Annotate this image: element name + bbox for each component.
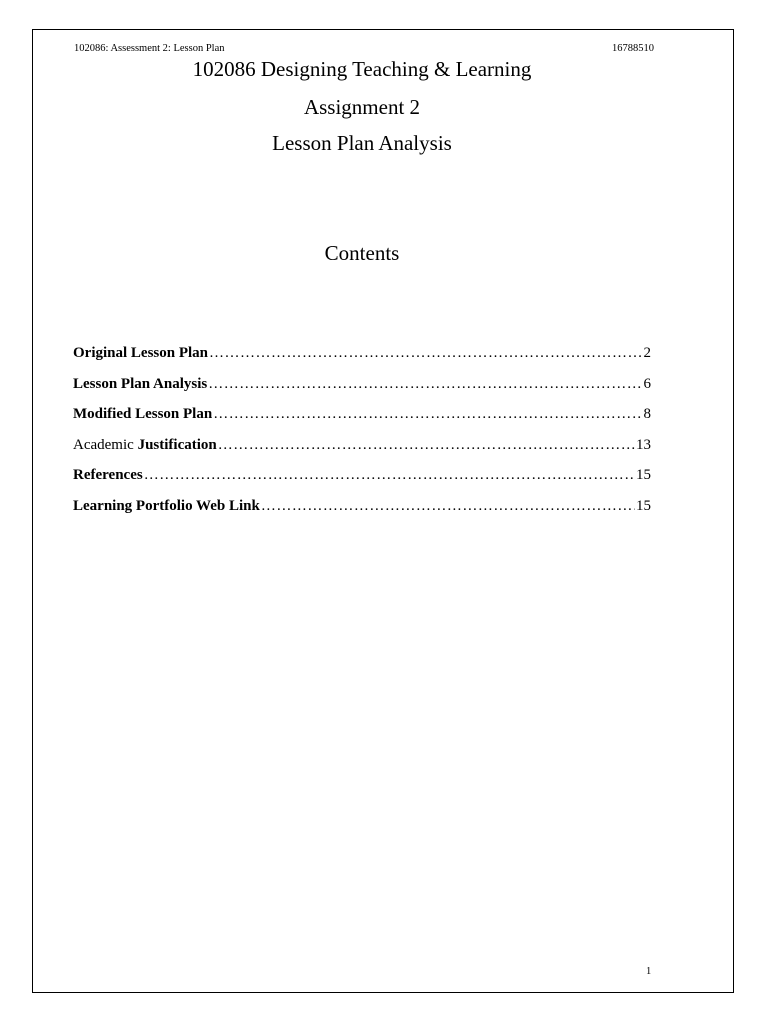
page-number: 1 [646, 966, 652, 977]
toc-entry-page: 13 [636, 436, 651, 453]
toc-entry-academic-justification[interactable] [73, 437, 651, 468]
toc-entry-page: 8 [643, 406, 651, 422]
document-subtitle: Lesson Plan Analysis [272, 131, 452, 155]
toc-entry-page: 15 [636, 467, 651, 483]
toc-leader-dots [261, 498, 635, 515]
contents-heading: Contents [324, 241, 400, 265]
assignment-title: Assignment 2 [303, 95, 421, 119]
toc-entry-original-lesson-plan[interactable] [73, 345, 651, 376]
toc-entry-page: 2 [643, 345, 651, 361]
running-header-title: 102086: Assessment 2: Lesson Plan [74, 43, 225, 54]
running-header-student-id: 16788510 [612, 43, 654, 54]
toc-entry-label: Learning Portfolio Web Link [73, 497, 260, 514]
table-of-contents [73, 345, 651, 528]
toc-entry-label-bold: Justification [137, 436, 217, 453]
toc-entry-label: Lesson Plan Analysis [73, 375, 208, 392]
toc-entry-label [73, 437, 217, 454]
toc-entry-label: Modified Lesson Plan [73, 406, 213, 422]
toc-entry-modified-lesson-plan[interactable] [73, 406, 651, 437]
toc-leader-dots [208, 376, 642, 393]
toc-entry-label: Original Lesson Plan [73, 345, 209, 361]
toc-leader-dots [218, 437, 635, 454]
toc-entry-label: References [73, 467, 143, 483]
toc-entry-learning-portfolio-web-link[interactable] [73, 498, 651, 529]
toc-leader-dots [209, 345, 642, 362]
toc-entry-page: 6 [643, 375, 651, 392]
document-title: 102086 Designing Teaching & Learning [192, 57, 532, 81]
toc-entry-lesson-plan-analysis[interactable] [73, 376, 651, 407]
toc-entry-references[interactable] [73, 467, 651, 498]
toc-leader-dots [144, 467, 635, 484]
toc-entry-page: 15 [636, 497, 651, 514]
toc-leader-dots [213, 406, 642, 423]
toc-entry-label-plain: Academic [73, 436, 138, 453]
